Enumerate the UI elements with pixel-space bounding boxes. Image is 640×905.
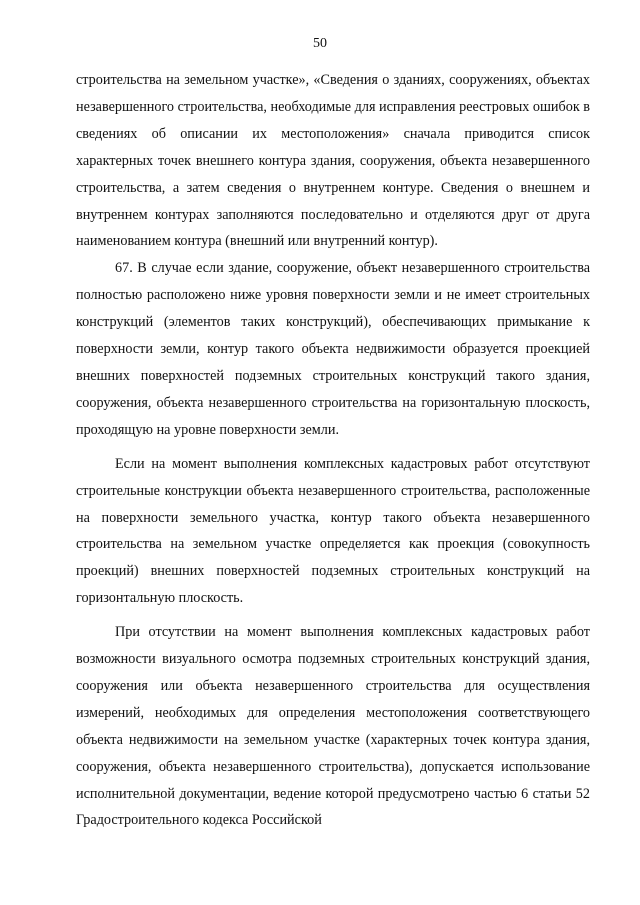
paragraph-clause-67: 67. В случае если здание, сооружение, объект незавершенного строительства полностью расположено ниже уровня поверхности земли и не имеет строительных конструкций (элементов таких конструкций), обеспечивающих примыкание к поверхности земли, контур такого объекта недвижимости образуется проекцией внешних поверхностей подземных строительных конструкций такого здания, сооружения, объекта незавершенного строительства на горизонтальную плоскость, проходящую на уровне поверхности земли. [76, 260, 590, 438]
paragraph-executive-documentation: При отсутствии на момент выполнения комплексных кадастровых работ возможности визуального осмотра подземных строительных конструкций здания, сооружения или объекта незавершенного строительства для осуществления измерений, необходимых для определения местоположения соответствующего объекта недвижимости на земельном участке (характерных точек контура здания, сооружения, объекта незавершенного строительства), допускается использование исполнительной документации, ведение которой предусмотрено частью 6 статьи 52 Градостроительного кодекса Российской [76, 624, 590, 829]
paragraph-continuation: строительства на земельном участке», «Сведения о зданиях, сооружениях, объектах незавершенного строительства, необходимые для исправления реестровых ошибок в сведениях об описании их местоположения» сначала приводится список характерных точек внешнего контура здания, сооружения, объекта незавершенного строительства, а затем сведения о внутреннем контуре. Сведения о внешнем и внутреннем контурах заполняются последовательно и отделяются друг от друга наименованием контура (внешний или внутренний контур). [76, 72, 590, 250]
document-body [76, 67, 590, 834]
page-number: 50 [313, 36, 327, 51]
paragraph-no-above-ground-structures: Если на момент выполнения комплексных кадастровых работ отсутствуют строительные конструкции объекта незавершенного строительства, расположенные на поверхности земельного участка, контур такого объекта незавершенного строительства на земельном участке определяется как проекция (совокупность проекций) внешних поверхностей подземных строительных конструкций на горизонтальную плоскость. [76, 455, 590, 607]
